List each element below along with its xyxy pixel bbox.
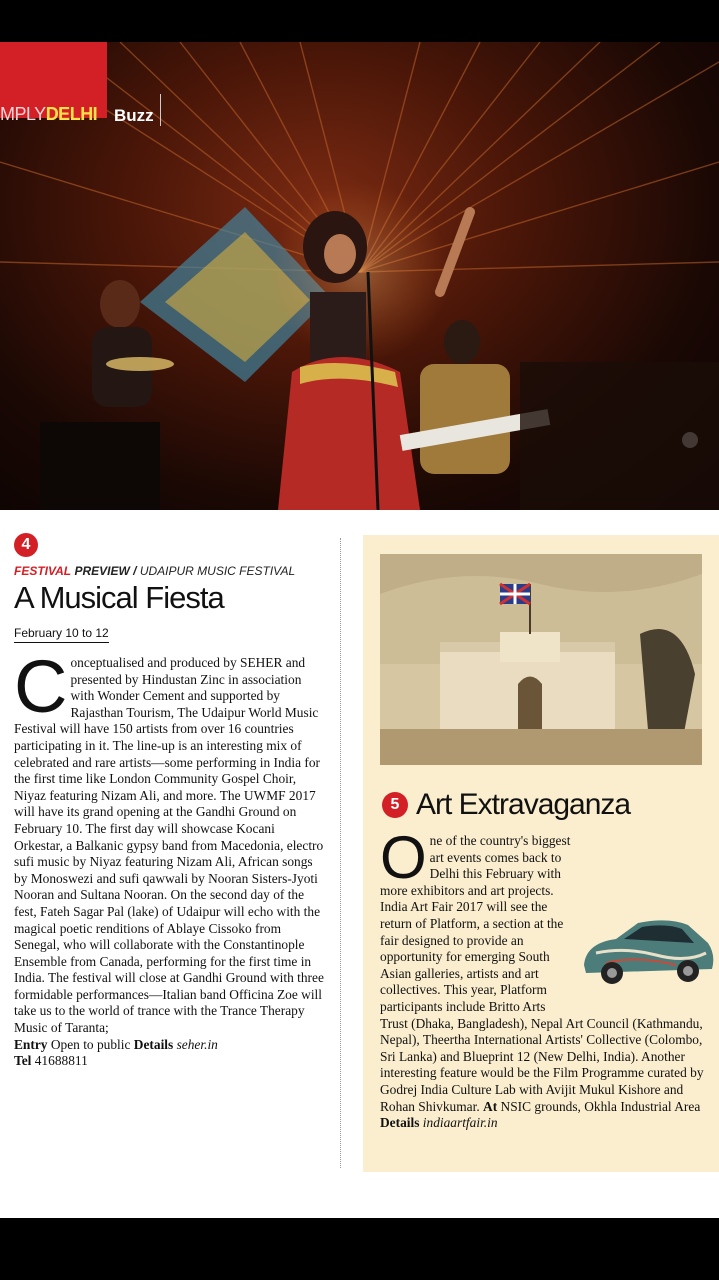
entry-value: Open to public: [50, 1036, 131, 1052]
entry-label: Entry: [14, 1036, 48, 1052]
story-body: [14, 645, 326, 1070]
section-label: Buzz: [114, 106, 154, 125]
story-title: Art Extravaganza: [416, 788, 631, 821]
tel-label: Tel: [14, 1053, 32, 1069]
masthead-divider: [160, 94, 161, 126]
fort-painting: [380, 554, 702, 765]
story-heading: [382, 788, 630, 822]
concert-photo: [0, 42, 719, 510]
magazine-page: [0, 42, 719, 1218]
story-number-badge: 4: [14, 533, 38, 557]
details-link[interactable]: indiaartfair.in: [422, 1115, 498, 1131]
masthead: [0, 42, 154, 125]
details-link[interactable]: seher.in: [176, 1036, 218, 1052]
kicker-type: FESTIVAL: [14, 564, 72, 578]
details-label: Details: [133, 1036, 174, 1052]
at-value: NSIC grounds, Okhla Industrial Area: [500, 1098, 701, 1114]
story-text: ne of the country's biggest art events comes back to Delhi this February with more exhibitors and art projects. India Art Fair 2017 will see the return of Platform, a section at the fair designed to provide an opportunity for emerging South Asian galleries, artists and art collectives. This year, Platform participants include Britto Arts Trust (Dhaka, Bangladesh), Nepal Art Council (Kathmandu, Nepal), Theertha International Artists' Collective (Colombo, Sri Lanka) and Blueprint 12 (New Delhi, India). Another interesting feature would be the Film Programme curated by Godrej India Culture Lab with Avijit Mukul Kishore and Rohan Shivkumar.: [380, 833, 704, 1114]
details-label: Details: [380, 1115, 420, 1131]
brand-logo: MPLYDELHI: [0, 104, 98, 124]
at-label: At: [483, 1098, 498, 1114]
drop-cap: C: [14, 645, 68, 728]
art-car-image: [576, 903, 716, 1003]
story-number-badge: 5: [382, 792, 408, 818]
story-kicker: [14, 564, 326, 578]
story-art-extravaganza: [363, 535, 719, 1172]
drop-cap: O: [380, 824, 427, 891]
story-body: [380, 824, 712, 1132]
story-title: A Musical Fiesta: [14, 580, 224, 615]
tel-value: 41688811: [34, 1053, 88, 1069]
column-divider: [340, 538, 341, 1168]
story-musical-fiesta: [14, 533, 326, 1070]
story-date: February 10 to 12: [14, 626, 109, 643]
story-text: onceptualised and produced by SEHER and presented by Hindustan Zinc in association with Wonder Cement and supported by Rajasthan Tourism, The Udaipur World Music Festival will have 150 artists from over 16 countries participating in it. The line-up is an interesting mix of celebrated and rare artists—some performing in India for the first time like London Community Gospel Choir, Niyaz featuring Nizam Ali, and more. The UWMF 2017 will have its grand opening at the Gandhi Ground on February 10. The first day will showcase Kocani Orkestar, a Balkanic gypsy band from Macedonia, electro sufi music by Niyaz featuring Nizam Ali, African songs by Monoswezi and sufi qawwali by Nooran Sisters-Jyoti Nooran and Sultana Nooran. On the second day of the fest, Fateh Sagar Pal (lake) of Udaipur will echo with the magical poetic renditions of Ablaye Cissoko from Senegal, who will collaborate with the Constantinople Ensemble from Canada, performing for the first time in India. The festival will close at Gandhi Ground with three formidable performances—Italian band Officina Zoe will take us to the world of trance with the Trance Therapy Music of Taranta;: [14, 655, 324, 1036]
kicker-preview: PREVIEW /: [74, 564, 137, 578]
kicker-event: UDAIPUR MUSIC FESTIVAL: [139, 564, 296, 578]
